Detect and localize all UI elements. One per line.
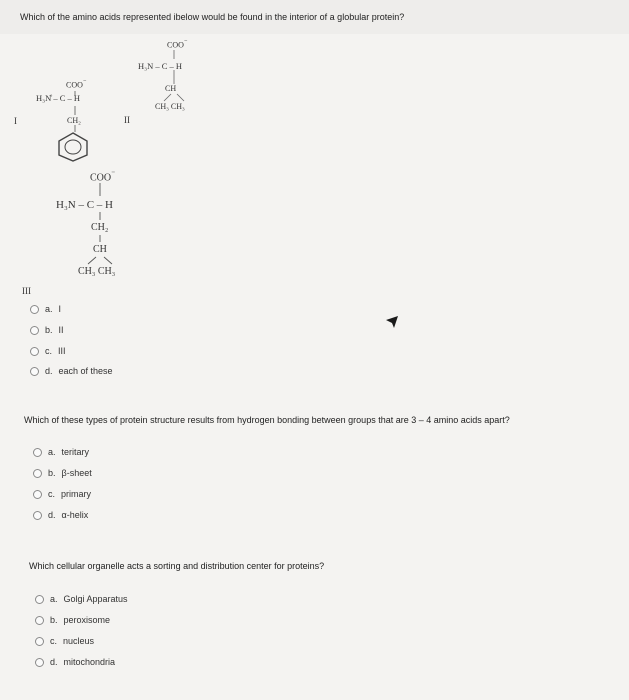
option-letter: d.: [48, 510, 56, 520]
structure-iii-carboxylate: COO: [90, 172, 112, 184]
q3-option-d[interactable]: [35, 657, 115, 667]
q1-option-d[interactable]: [30, 366, 113, 376]
q1-option-c[interactable]: [30, 346, 66, 356]
radio-icon[interactable]: [33, 511, 42, 520]
radio-icon[interactable]: [30, 305, 39, 314]
option-text: primary: [61, 489, 92, 499]
option-text: II: [58, 325, 64, 335]
q3-option-a[interactable]: [35, 594, 128, 604]
option-letter: b.: [45, 325, 53, 335]
structure-ii-bonds: [150, 46, 210, 106]
radio-icon[interactable]: [35, 595, 44, 604]
q2-option-c[interactable]: [33, 489, 91, 499]
structure-ii-methyls: CH₃ CH₃: [155, 102, 185, 111]
structure-iii-ch: CH: [93, 244, 107, 255]
structure-label-i: I: [14, 116, 17, 126]
q2-option-b[interactable]: [33, 468, 92, 478]
structure-ii-ch: CH: [165, 84, 177, 93]
radio-icon[interactable]: [30, 367, 39, 376]
structure-ii-carboxylate: COO: [167, 40, 184, 50]
option-text: Golgi Apparatus: [63, 594, 128, 604]
option-text: each of these: [58, 366, 113, 376]
option-text: β-sheet: [61, 468, 92, 478]
radio-icon[interactable]: [30, 347, 39, 356]
structure-i-charge: ⁻: [82, 78, 87, 86]
option-letter: a.: [45, 304, 53, 314]
option-letter: d.: [45, 366, 53, 376]
structure-iii-charge: ⁻: [111, 169, 116, 178]
radio-icon[interactable]: [33, 469, 42, 478]
q2-option-a[interactable]: [33, 447, 89, 457]
option-letter: d.: [50, 657, 58, 667]
q1-option-b[interactable]: [30, 325, 64, 335]
option-letter: c.: [50, 636, 58, 646]
question-3-prompt: Which cellular organelle acts a sorting and distribution center for proteins?: [29, 561, 325, 571]
option-text: III: [58, 346, 66, 356]
option-text: α-helix: [61, 510, 89, 520]
option-letter: c.: [45, 346, 53, 356]
radio-icon[interactable]: [35, 637, 44, 646]
option-text: teritary: [61, 447, 90, 457]
q2-option-d[interactable]: [33, 510, 88, 520]
structure-iii-backbone: H₃N – C – H: [56, 199, 114, 211]
option-text: I: [58, 304, 62, 314]
option-text: mitochondria: [63, 657, 116, 667]
option-letter: a.: [50, 594, 58, 604]
radio-icon[interactable]: [35, 658, 44, 667]
mouse-cursor-icon: [384, 314, 400, 330]
structure-label-ii: II: [124, 115, 130, 125]
structure-ii-backbone: H₃N – C – H: [138, 61, 183, 71]
question-2-prompt: Which of these types of protein structure results from hydrogen bonding between groups that are 3 – 4 amino acids apart?: [24, 415, 510, 425]
structure-label-iii: III: [22, 286, 31, 296]
option-letter: b.: [50, 615, 58, 625]
structure-iii-ch2: CH₂: [91, 222, 109, 233]
q3-option-b[interactable]: [35, 615, 110, 625]
structure-ii-charge: ⁻: [183, 38, 188, 46]
option-letter: c.: [48, 489, 56, 499]
structure-i-sidechain: CH₂: [67, 116, 81, 125]
structure-iii-bonds: [80, 180, 140, 270]
radio-icon[interactable]: [30, 326, 39, 335]
structure-i-carboxylate: COO: [66, 80, 83, 90]
option-letter: b.: [48, 468, 56, 478]
structure-iii-methyls: CH₃ CH₃: [78, 266, 116, 277]
question-1-prompt: Which of the amino acids represented ibelow would be found in the interior of a globular protein?: [20, 12, 405, 22]
radio-icon[interactable]: [35, 616, 44, 625]
radio-icon[interactable]: [33, 448, 42, 457]
q3-option-c[interactable]: [35, 636, 94, 646]
option-text: peroxisome: [63, 615, 111, 625]
option-text: nucleus: [63, 636, 95, 646]
option-letter: a.: [48, 447, 56, 457]
benzene-ring-icon: [55, 131, 91, 163]
radio-icon[interactable]: [33, 490, 42, 499]
q1-option-a[interactable]: [30, 304, 61, 314]
structure-i-backbone: H₃N̊ – C – H: [36, 93, 81, 103]
